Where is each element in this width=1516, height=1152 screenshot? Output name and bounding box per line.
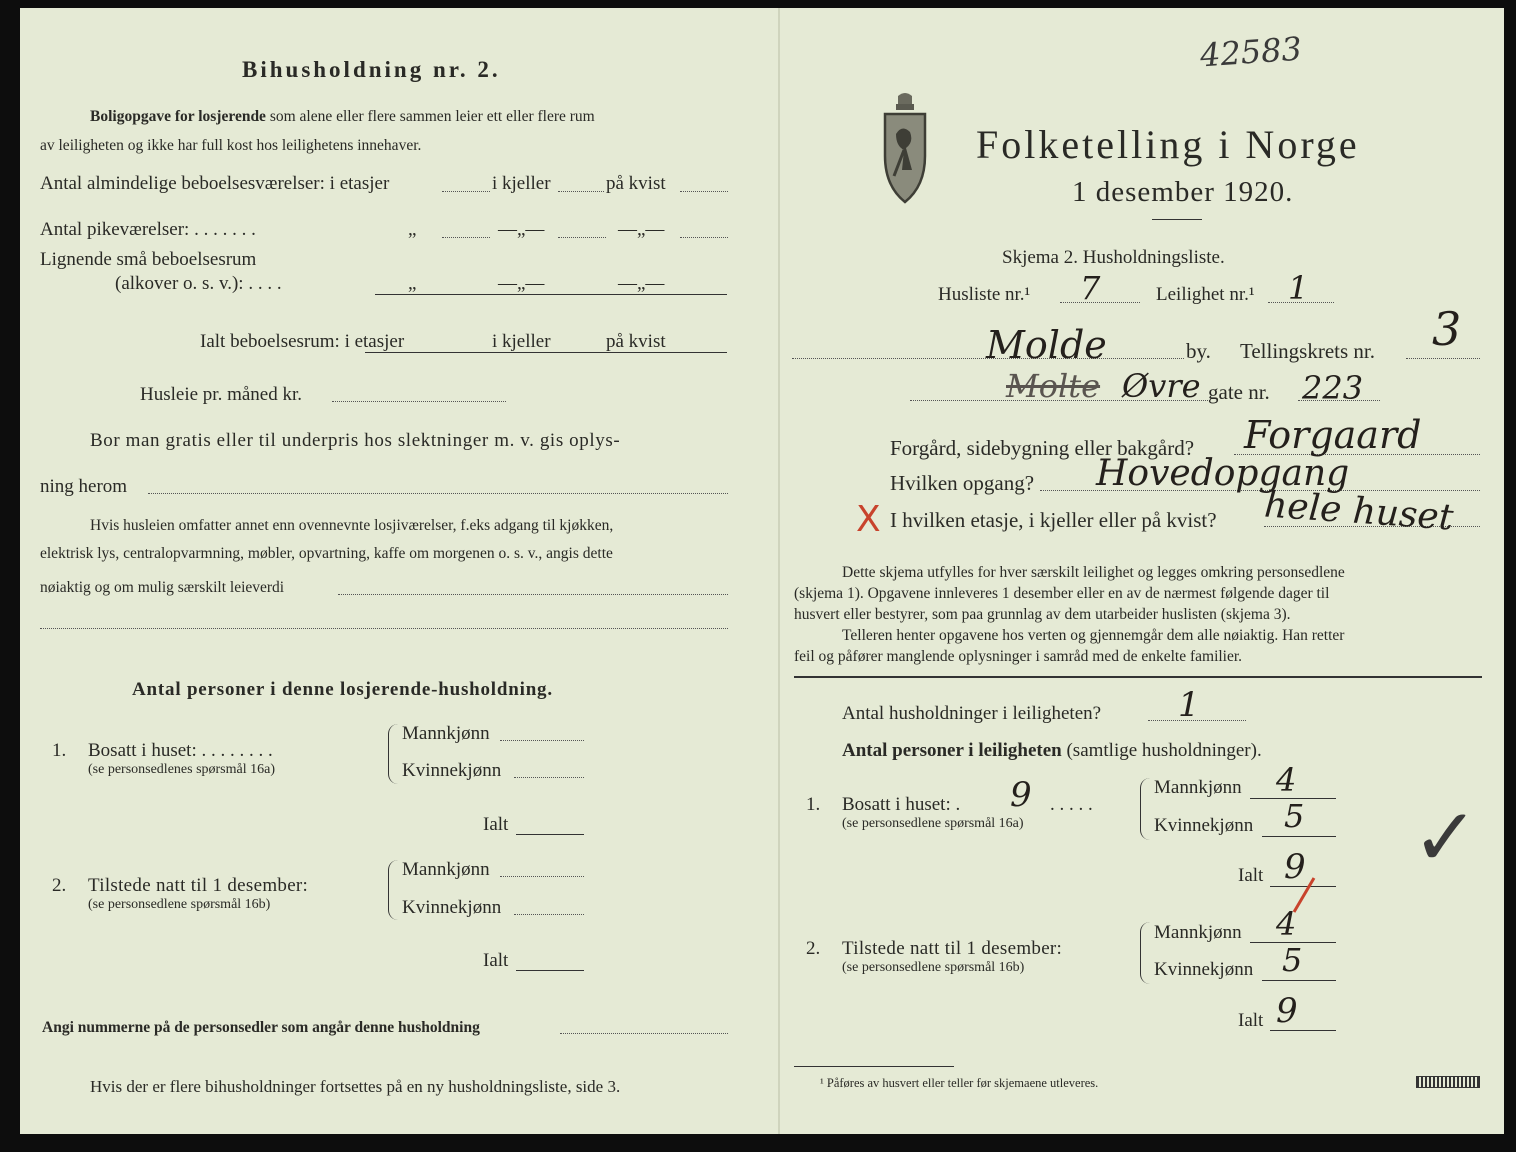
rooms-kjeller-field[interactable]	[558, 191, 604, 192]
left-q2-sub: (se personsedlene spørsmål 16b)	[88, 897, 271, 912]
archive-number: 42583	[1198, 29, 1303, 75]
intro-rest: som alene eller flere sammen leier ett eller flere rum	[265, 108, 595, 125]
left-q1-label: Bosatt i huset: . . . . . . . .	[88, 740, 273, 761]
right-q1-mann-value[interactable]: 4	[1276, 761, 1297, 799]
forgaard-label: Forgård, sidebygning eller bakgård?	[890, 436, 1195, 460]
leieverdi-field-2[interactable]	[40, 628, 728, 629]
angi-field[interactable]	[560, 1033, 728, 1034]
alkover-ditto: „	[408, 273, 417, 294]
husliste-label: Husliste nr.¹	[938, 284, 1031, 305]
right-q1-num: 1.	[806, 794, 821, 815]
right-q1-brace	[1140, 778, 1151, 840]
gate-value[interactable]: 223	[1302, 369, 1364, 407]
alkover-underline	[375, 294, 727, 295]
left-title: Bihusholdning nr. 2.	[242, 57, 501, 82]
left-q2-label: Tilstede natt til 1 desember:	[88, 875, 309, 896]
gate-label: gate nr.	[1208, 380, 1270, 404]
street-value[interactable]: Øvre	[1122, 367, 1201, 405]
title-divider	[1152, 219, 1202, 220]
left-q1-num: 1.	[52, 740, 67, 761]
left-q1-sub: (se personsedlenes spørsmål 16a)	[88, 762, 276, 777]
city-value[interactable]: Molde	[986, 323, 1107, 367]
note-line1: Hvis husleien omfatter annet enn ovennevnte losjiværelser, f.eks adgang til kjøkken,	[90, 517, 614, 534]
leilighet-value[interactable]: 1	[1288, 269, 1309, 307]
pike-kjeller-field[interactable]	[558, 237, 606, 238]
check-mark-icon: ✓	[1412, 791, 1480, 884]
schema-label: Skjema 2. Husholdningsliste.	[1002, 247, 1225, 268]
right-q1-label: Bosatt i huset: .	[842, 794, 961, 815]
forgaard-value[interactable]: Forgaard	[1244, 413, 1422, 457]
pike-ditto-2: —„—	[498, 219, 545, 240]
page-fold	[778, 8, 780, 1134]
left-persons-heading: Antal personer i denne losjerende-husholdning.	[132, 679, 553, 700]
right-q1-sub: (se personsedlene spørsmål 16a)	[842, 816, 1024, 831]
right-q2-mann-value[interactable]: 4	[1276, 905, 1297, 943]
ialt-rooms-kvist: på kvist	[606, 331, 666, 352]
right-q1-ialt-value[interactable]: 9	[1284, 847, 1306, 887]
rooms-etasjer-field[interactable]	[442, 191, 490, 192]
leieverdi-field[interactable]	[338, 594, 728, 595]
census-date: 1 desember 1920.	[1072, 176, 1294, 208]
right-q2-kvinne-label: Kvinnekjønn	[1154, 959, 1254, 980]
ialt-rooms-label: Ialt beboelsesrum: i etasjer	[200, 331, 405, 352]
tellingskrets-field[interactable]	[1406, 358, 1480, 359]
pike-ditto: „	[408, 219, 417, 240]
left-q2-brace	[388, 860, 399, 920]
persons-heading-bold: Antal personer i leiligheten	[842, 740, 1062, 761]
right-q2-num: 2.	[806, 938, 821, 959]
persons-heading-rest: (samtlige husholdninger).	[1066, 740, 1262, 761]
pike-kvist-field[interactable]	[680, 237, 728, 238]
note-line2: elektrisk lys, centralopvarmning, møbler, opvartning, kaffe om morgenen o. s. v., angis dette	[40, 545, 613, 562]
angi-label: Angi nummerne på de personsedler som angår denne husholdning	[42, 1019, 480, 1036]
gratis-field[interactable]	[148, 493, 728, 494]
tellingskrets-label: Tellingskrets nr.	[1240, 339, 1376, 363]
husleie-label: Husleie pr. måned kr.	[140, 384, 302, 405]
left-intro	[90, 109, 595, 125]
rooms-kvist-field[interactable]	[680, 191, 728, 192]
etasje-label: I hvilken etasje, i kjeller eller på kvist?	[890, 508, 1217, 532]
husholdninger-label: Antal husholdninger i leiligheten?	[842, 703, 1102, 724]
instr-line3: husvert eller bestyrer, som paa grunnlag av dem utarbeider huslisten (skjema 3).	[794, 606, 1291, 623]
instr-line4: Telleren henter opgavene hos verten og gjennemgår dem alle nøiaktig. Han retter	[842, 627, 1345, 644]
left-q2-mann-field[interactable]	[500, 876, 584, 877]
red-x-mark: X	[856, 499, 881, 540]
right-q2-ialt-label: Ialt	[1238, 1010, 1264, 1031]
right-q2-sub: (se personsedlene spørsmål 16b)	[842, 960, 1025, 975]
alkover-label: (alkover o. s. v.): . . . .	[115, 273, 282, 294]
left-q2-kvinne-label: Kvinnekjønn	[402, 897, 502, 918]
pike-ditto-3: —„—	[618, 219, 665, 240]
etasje-value[interactable]: hele huset	[1262, 484, 1455, 539]
by-label: by.	[1186, 339, 1211, 363]
right-q1-kvinne-field[interactable]	[1262, 836, 1336, 837]
census-form-page	[20, 8, 1504, 1134]
left-q1-kvinne-label: Kvinnekjønn	[402, 760, 502, 781]
note-line3: nøiaktig og om mulig særskilt leieverdi	[40, 579, 285, 596]
right-q1-dots: . . . . .	[1050, 794, 1093, 815]
left-q1-brace	[388, 724, 399, 784]
printer-stamp	[1416, 1076, 1480, 1088]
lignende-label: Lignende små beboelsesrum	[40, 249, 257, 270]
rooms-kjeller-label: i kjeller	[492, 173, 551, 194]
opgang-label: Hvilken opgang?	[890, 471, 1035, 495]
right-q2-kvinne-value[interactable]: 5	[1282, 941, 1303, 979]
right-q1-total[interactable]: 9	[1010, 775, 1032, 815]
left-q1-mann-field[interactable]	[500, 740, 584, 741]
leilighet-label: Leilighet nr.¹	[1156, 284, 1255, 305]
left-q1-kvinne-field[interactable]	[514, 777, 584, 778]
left-footer: Hvis der er flere bihusholdninger fortsettes på en ny husholdningsliste, side 3.	[90, 1077, 621, 1096]
instr-line5: feil og påfører manglende oplysninger i samråd med de enkelte familier.	[794, 648, 1243, 665]
rooms-label: Antal almindelige beboelsesværelser: i etasjer	[40, 173, 390, 194]
footnote-divider	[794, 1066, 954, 1067]
footnote: ¹ Påføres av husvert eller teller før skjemaene utleveres.	[820, 1076, 1099, 1090]
left-q1-mann-label: Mannkjønn	[402, 723, 490, 744]
right-q1-kvinne-label: Kvinnekjønn	[1154, 815, 1254, 836]
gratis-line2: ning herom	[40, 476, 128, 497]
ialt-rooms-underline[interactable]	[365, 352, 727, 353]
rooms-kvist-label: på kvist	[606, 173, 666, 194]
gratis-line1: Bor man gratis eller til underpris hos slektninger m. v. gis oplys-	[90, 430, 621, 451]
instr-divider	[794, 676, 1482, 678]
alkover-ditto-2: —„—	[498, 273, 545, 294]
right-q1-kvinne-value[interactable]: 5	[1284, 797, 1305, 835]
right-q2-mann-label: Mannkjønn	[1154, 922, 1242, 943]
left-q2-mann-label: Mannkjønn	[402, 859, 490, 880]
census-title: Folketelling i Norge	[976, 122, 1360, 167]
alkover-ditto-3: —„—	[618, 273, 665, 294]
right-q1-mann-label: Mannkjønn	[1154, 777, 1242, 798]
right-q2-kvinne-field[interactable]	[1262, 980, 1336, 981]
instr-line2: (skjema 1). Opgavene innleveres 1 desember eller en av de nærmest følgende dager til	[794, 585, 1330, 602]
left-q2-kvinne-field[interactable]	[514, 914, 584, 915]
husholdninger-value[interactable]: 1	[1178, 685, 1200, 725]
pike-label: Antal pikeværelser: . . . . . . .	[40, 219, 256, 240]
left-intro-line2: av leiligheten og ikke har full kost hos leilighetens innehaver.	[40, 137, 422, 154]
instr-line1: Dette skjema utfylles for hver særskilt leilighet og legges omkring personsedlene	[842, 564, 1345, 581]
intro-bold: Boligopgave for losjerende	[90, 108, 266, 125]
right-q2-brace	[1140, 922, 1151, 984]
pike-etasjer-field[interactable]	[442, 237, 490, 238]
right-q2-label: Tilstede natt til 1 desember:	[842, 938, 1063, 959]
coat-of-arms-icon	[882, 90, 928, 208]
ialt-rooms-kjeller: i kjeller	[492, 331, 551, 352]
left-q1-ialt-field[interactable]	[516, 834, 584, 835]
left-q2-ialt-field[interactable]	[516, 970, 584, 971]
left-q2-num: 2.	[52, 875, 67, 896]
street-crossed-value: Molte	[1006, 367, 1101, 405]
tellingskrets-value[interactable]: 3	[1432, 302, 1462, 356]
right-q2-ialt-value[interactable]: 9	[1276, 991, 1298, 1031]
opgang-value[interactable]: Hovedopgang	[1096, 453, 1350, 494]
husleie-field[interactable]	[332, 401, 506, 402]
left-q1-ialt-label: Ialt	[483, 814, 509, 835]
husliste-value[interactable]: 7	[1080, 269, 1101, 307]
left-q2-ialt-label: Ialt	[483, 950, 509, 971]
right-q1-ialt-label: Ialt	[1238, 865, 1264, 886]
right-persons-heading	[842, 741, 1262, 760]
